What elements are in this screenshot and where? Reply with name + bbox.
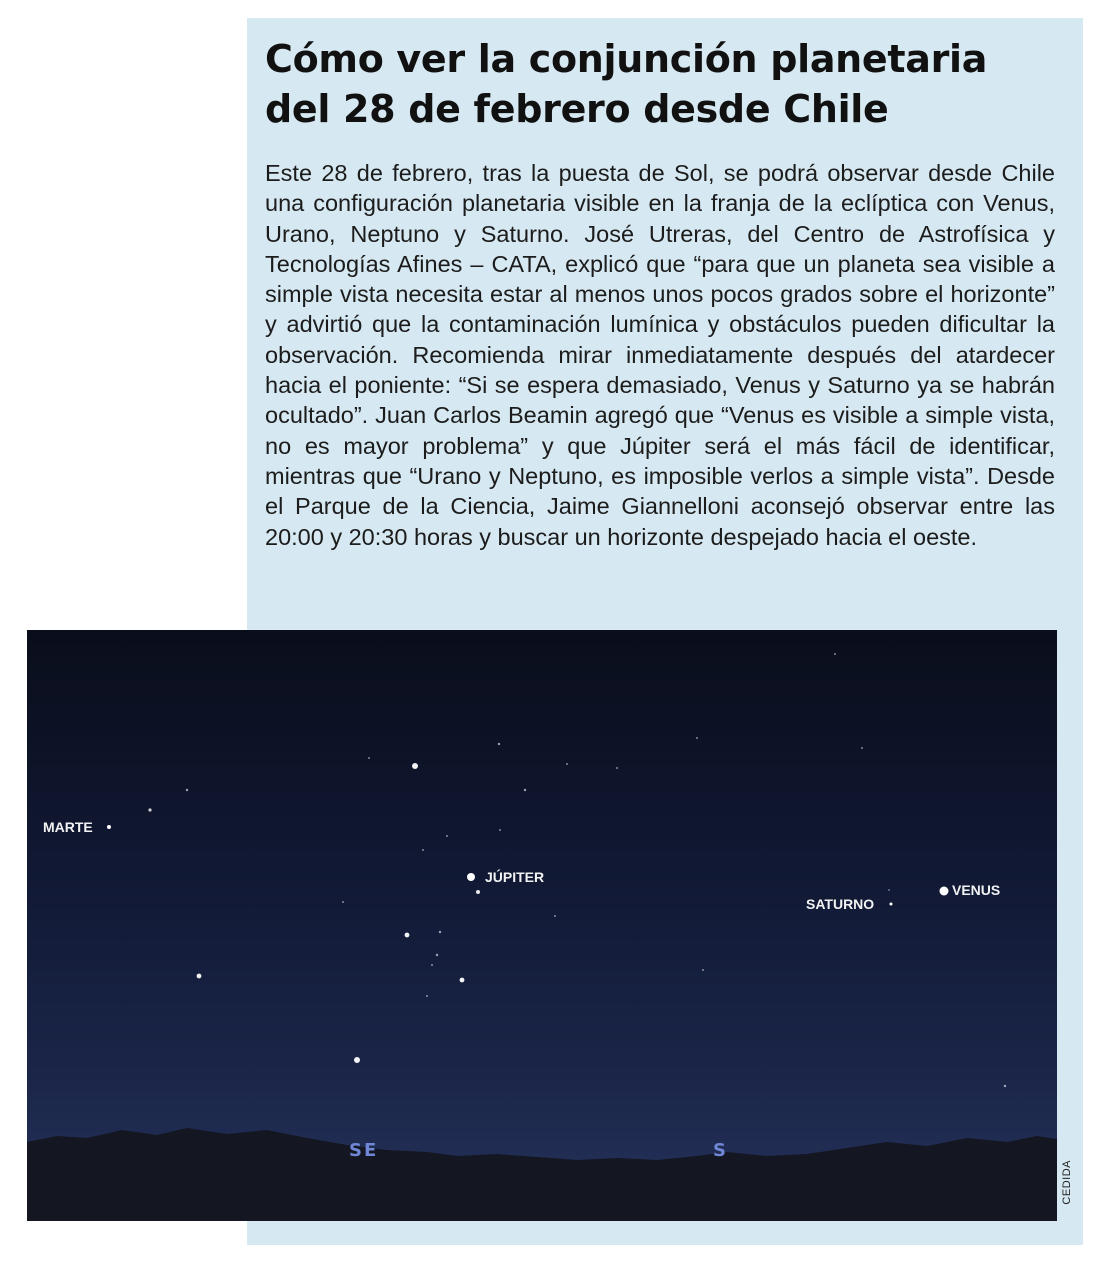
sky-illustration: [27, 630, 1057, 1221]
marte-dot: [107, 825, 111, 829]
venus-dot: [940, 887, 949, 896]
direction-southeast: SE: [349, 1140, 379, 1161]
saturno-label: SATURNO: [806, 896, 875, 912]
mountain-silhouette: [27, 1128, 1057, 1221]
article-body: Este 28 de febrero, tras la puesta de Sol, se podrá observar desde Chile una configuración planetaria visible en la franja de la eclíptica con Venus, Urano, Neptuno y Saturno. José Utreras, del Centro de Astrofísica y Tecnologías Afines – CATA, explicó que “para que un planeta sea visible a simple vista necesita estar al menos unos pocos grados sobre el horizonte” y advirtió que la contaminación lumínica y obstáculos pueden dificultar la observación. Recomienda mirar inmediatamente después del atardecer hacia el poniente: “Si se espera demasiado, Venus y Saturno ya se habrán ocultado”. Juan Carlos Beamin agregó que “Venus es visible a simple vista, no es mayor problema” y que Júpiter será el más fácil de identificar, mientras que “Urano y Neptuno, es imposible verlos a simple vista”. Desde el Parque de la Ciencia, Jaime Giannelloni aconsejó observar entre las 20:00 y 20:30 horas y buscar un horizonte despejado hacia el oeste.: [265, 160, 1055, 550]
saturno-dot: [890, 903, 893, 906]
planet-markers: [107, 825, 949, 906]
jupiter-dot: [467, 873, 475, 881]
venus-label: VENUS: [952, 882, 1001, 898]
jupiter-label: JÚPITER: [485, 869, 545, 885]
headline-line-1: Cómo ver la conjunción planetaria: [265, 37, 988, 81]
marte-label: MARTE: [43, 819, 93, 835]
photo-credit: CEDIDA: [1061, 1160, 1073, 1205]
night-sky-image: [27, 630, 1057, 1221]
background-stars: [148, 653, 1006, 1087]
headline-line-2: del 28 de febrero desde Chile: [265, 87, 889, 131]
direction-south: S: [713, 1140, 728, 1161]
headline: [265, 34, 1065, 134]
